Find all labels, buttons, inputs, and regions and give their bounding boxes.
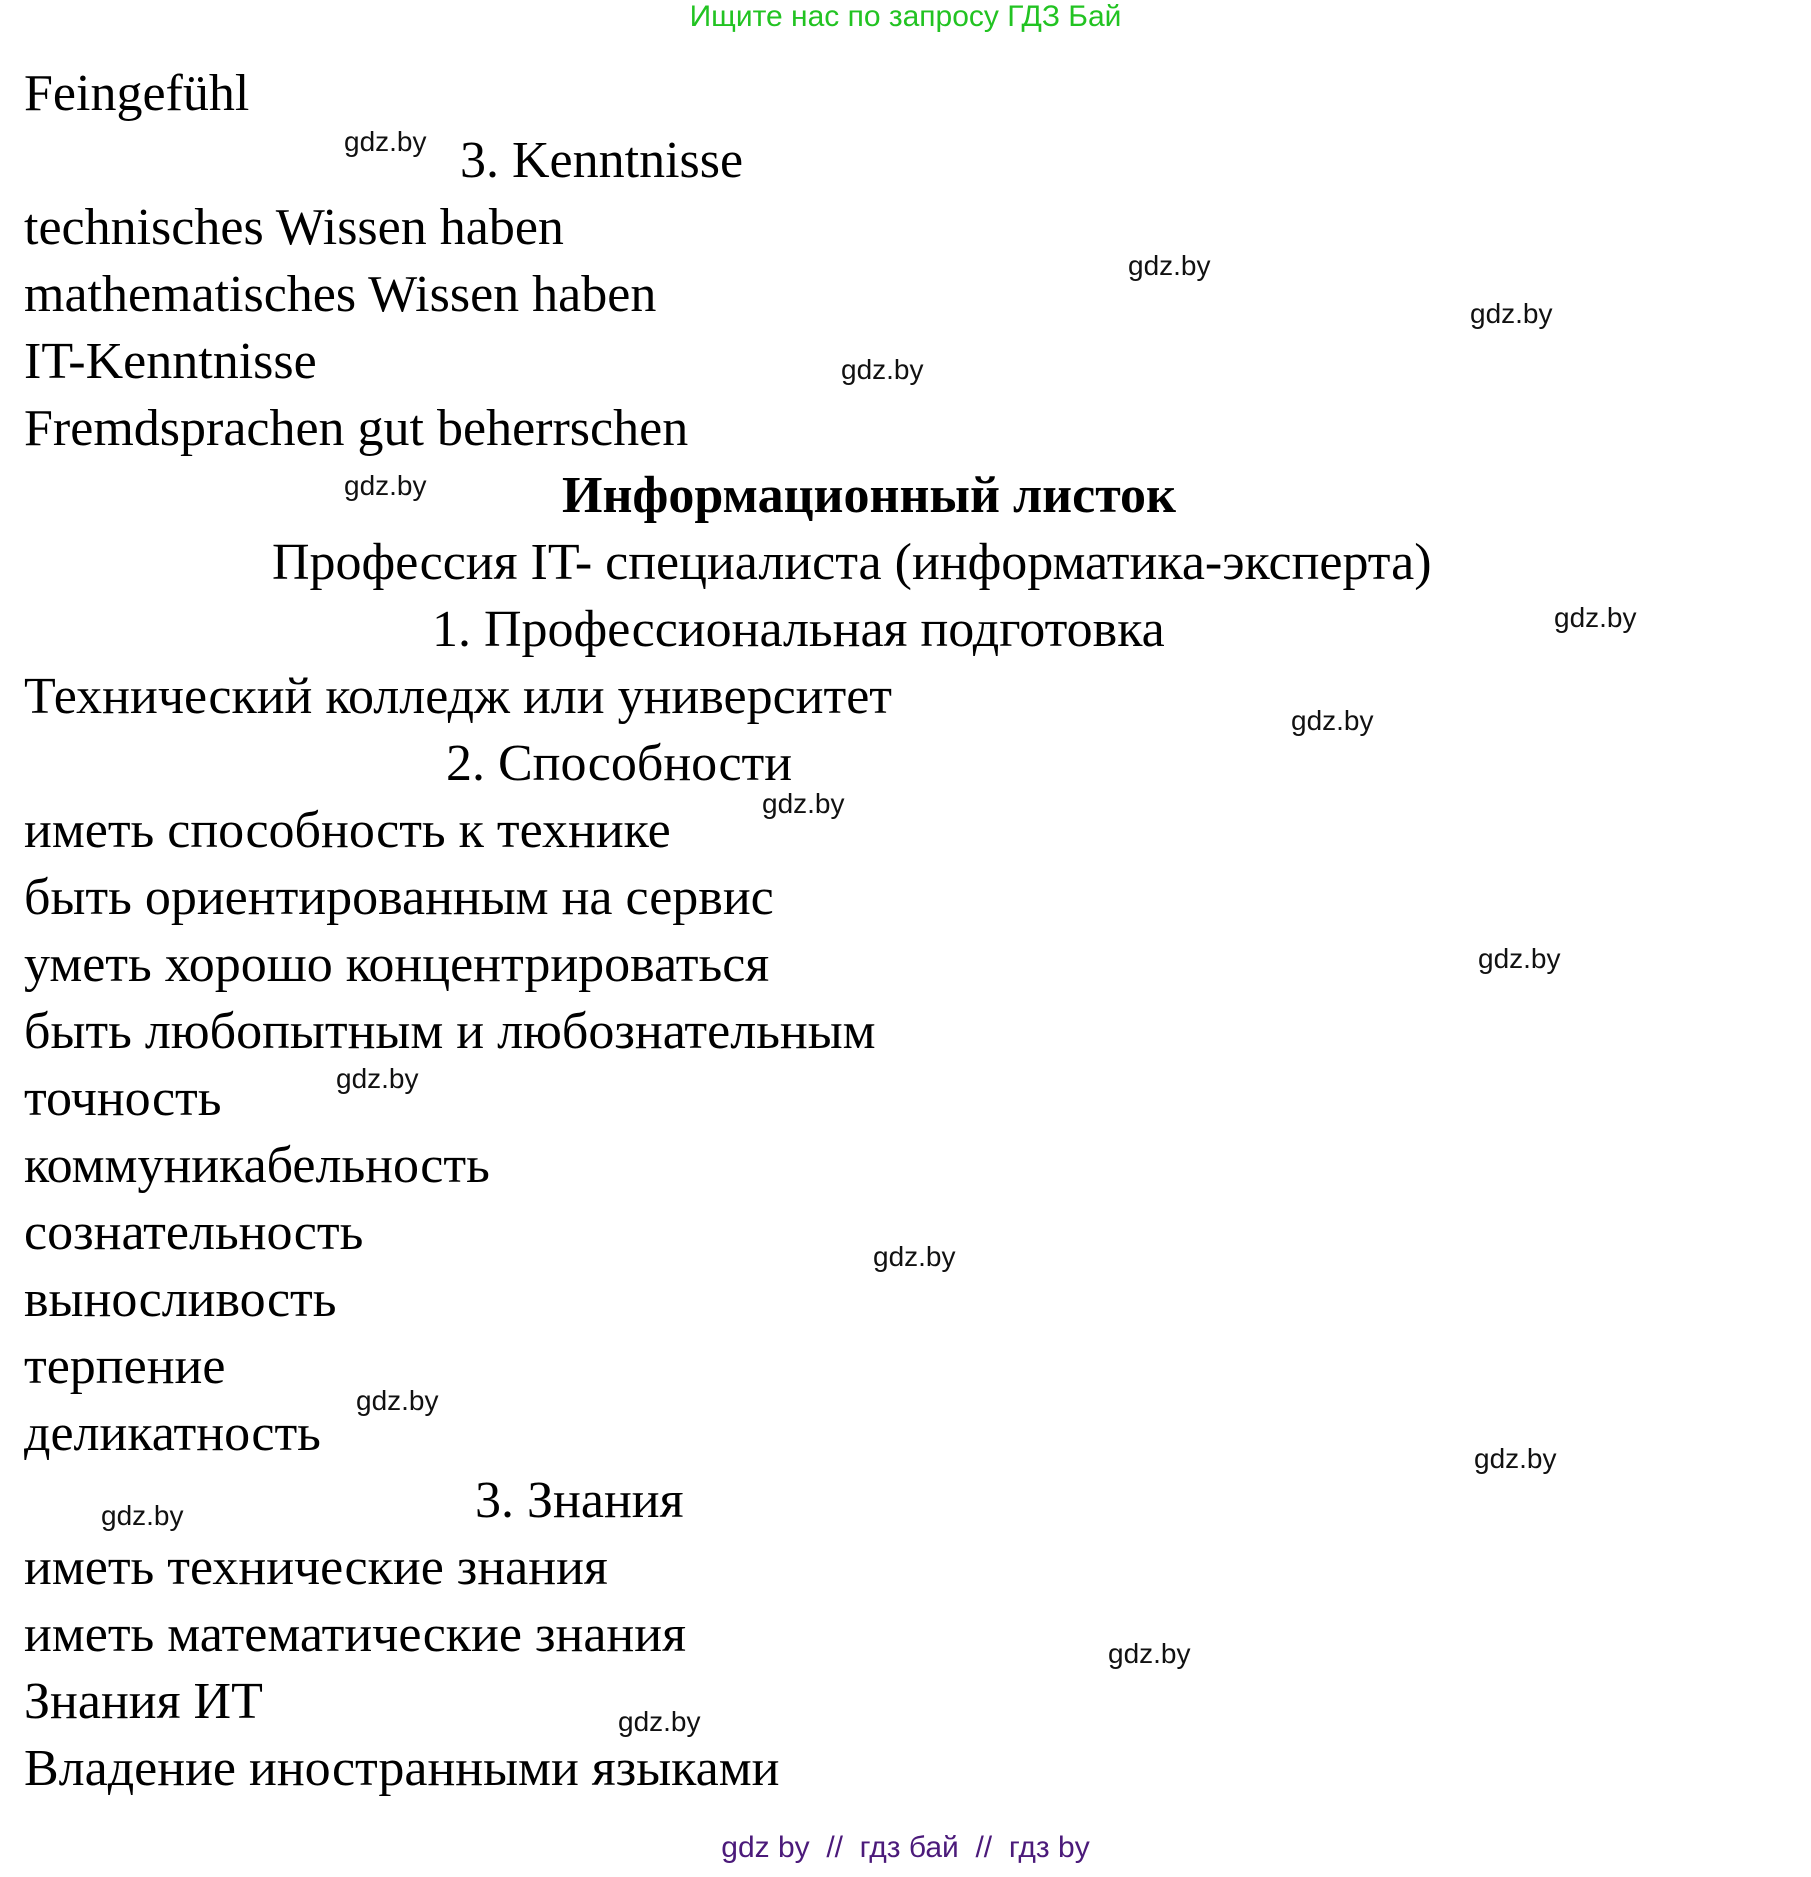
text-line: 1. Профессиональная подготовка — [432, 601, 1165, 658]
text-line: сознательность — [24, 1204, 364, 1261]
watermark: gdz.by — [1470, 298, 1553, 329]
watermark: gdz.by — [873, 1241, 956, 1272]
text-line: деликатность — [24, 1405, 321, 1462]
text-line: иметь математические знания — [24, 1606, 686, 1663]
footer-watermark: gdz by // гдз бай // гдз by — [721, 1831, 1090, 1864]
watermark: gdz.by — [336, 1063, 419, 1094]
text-line: точность — [24, 1070, 222, 1127]
watermark: gdz.by — [344, 470, 427, 501]
text-line: Feingefühl — [24, 65, 250, 122]
text-line: Fremdsprachen gut beherrschen — [24, 400, 689, 457]
text-line: Профессия IT- специалиста (информатика-эксперта) — [272, 534, 1432, 591]
watermark: gdz.by — [1108, 1638, 1191, 1669]
watermark: gdz.by — [841, 354, 924, 385]
watermark: gdz.by — [1478, 943, 1561, 974]
text-line: 2. Способности — [446, 735, 793, 792]
watermark: gdz.by — [1128, 250, 1211, 281]
text-line: коммуникабельность — [24, 1137, 490, 1194]
text-line: быть любопытным и любознательным — [24, 1003, 876, 1060]
text-line: mathematisches Wissen haben — [24, 266, 657, 323]
text-line: выносливость — [24, 1271, 337, 1328]
text-line: иметь технические знания — [24, 1539, 608, 1596]
text-line: Владение иностранными языками — [24, 1740, 780, 1797]
watermark: gdz.by — [356, 1385, 439, 1416]
text-line: иметь способность к технике — [24, 802, 671, 859]
document-title: Информационный листок — [562, 467, 1177, 524]
text-line: technisches Wissen haben — [24, 199, 564, 256]
watermark: gdz.by — [1291, 705, 1374, 736]
watermark: gdz.by — [344, 126, 427, 157]
watermark: gdz.by — [762, 788, 845, 819]
text-line: терпение — [24, 1338, 226, 1395]
watermark: gdz.by — [101, 1500, 184, 1531]
text-line: быть ориентированным на сервис — [24, 869, 774, 926]
watermark: gdz.by — [1554, 602, 1637, 633]
text-line: 3. Знания — [475, 1472, 684, 1529]
text-line: Технический колледж или университет — [24, 668, 893, 725]
watermark: gdz.by — [618, 1706, 701, 1737]
text-line: Знания ИТ — [24, 1673, 263, 1730]
text-line: IT-Kenntnisse — [24, 333, 317, 390]
text-line: уметь хорошо концентрироваться — [24, 936, 770, 993]
search-banner: Ищите нас по запросу ГДЗ Бай — [689, 0, 1122, 33]
watermark: gdz.by — [1474, 1443, 1557, 1474]
text-line: 3. Kenntnisse — [460, 132, 744, 189]
